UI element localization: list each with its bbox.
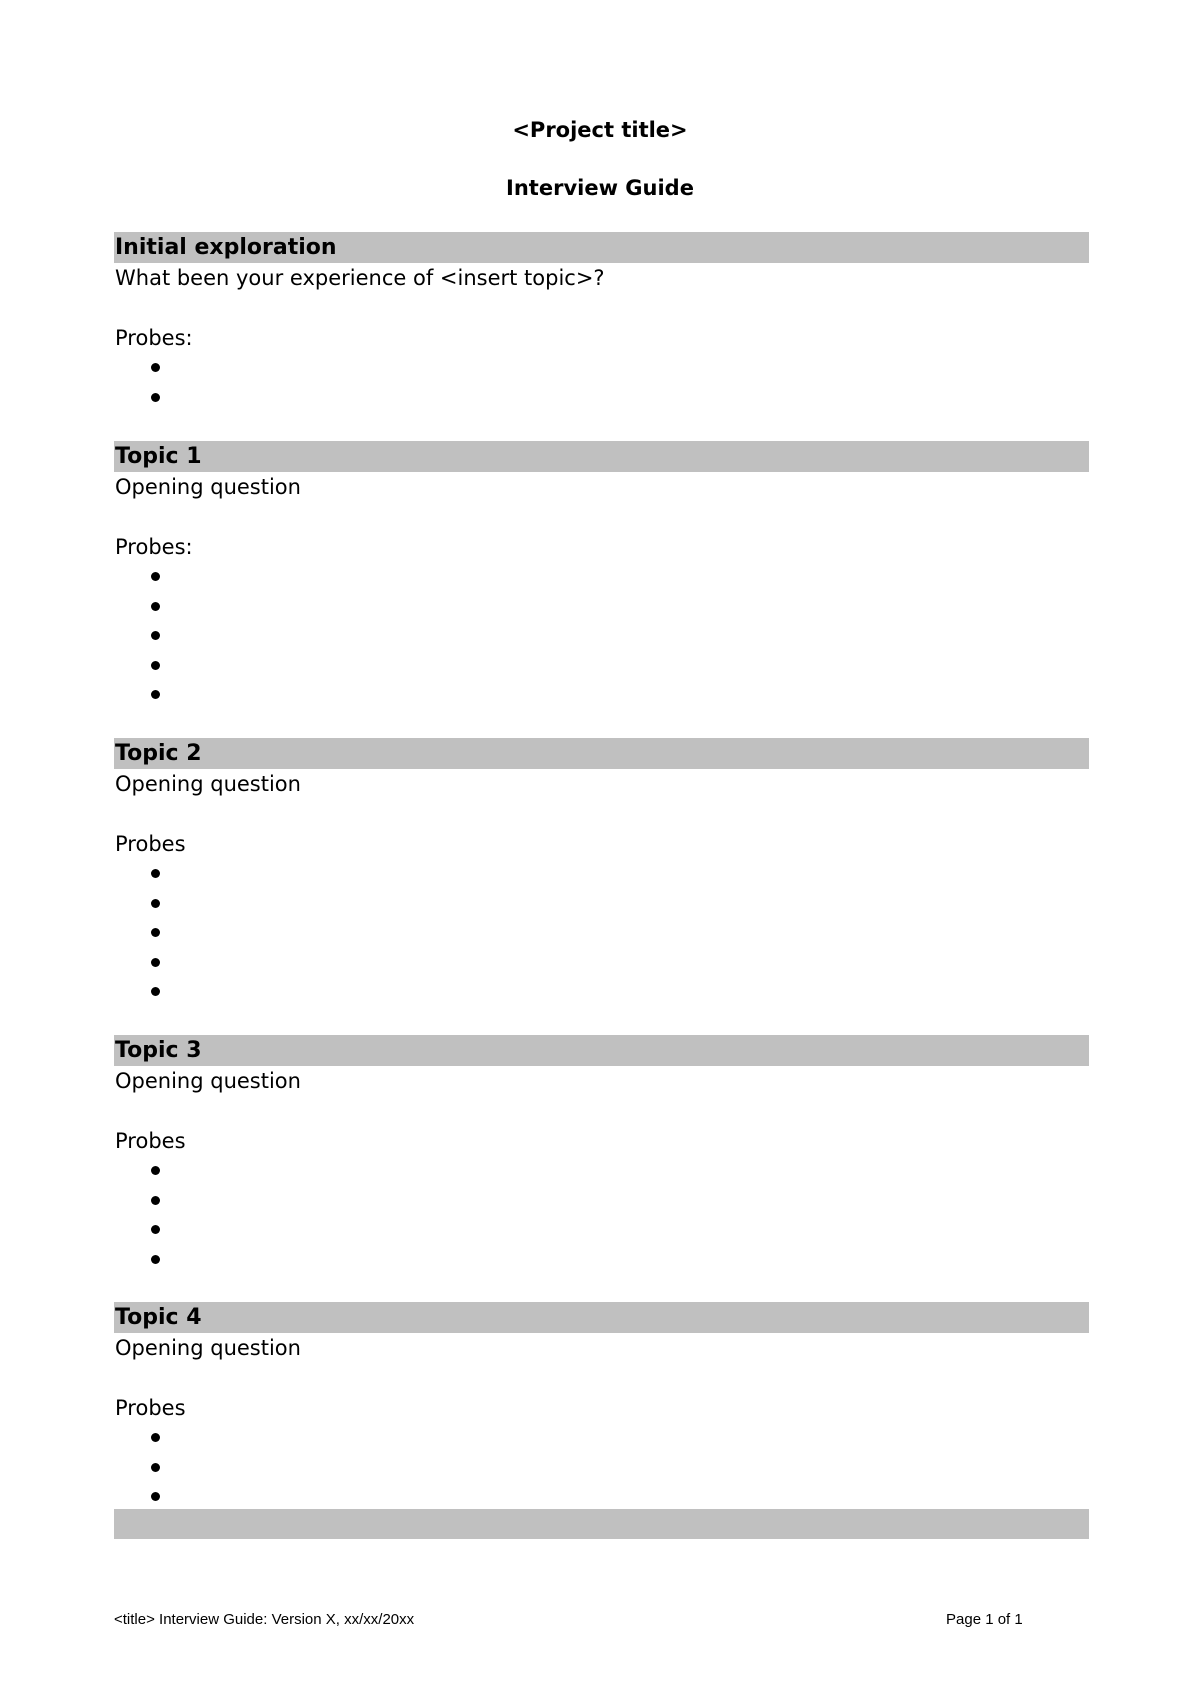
document-title: Interview Guide <box>506 176 694 200</box>
probe-bullet <box>114 1245 1089 1275</box>
probes-list <box>114 1423 1089 1512</box>
opening-question: Opening question <box>115 1336 301 1360</box>
probes-label: Probes <box>115 832 186 856</box>
probe-bullet <box>114 1215 1089 1245</box>
probe-bullet <box>114 1453 1089 1483</box>
footer-version: <title> Interview Guide: Version X, xx/xx/20xx <box>114 1611 415 1628</box>
probe-bullet <box>114 859 1089 889</box>
probe-bullet <box>114 383 1089 413</box>
probe-bullet <box>114 1423 1089 1453</box>
probe-bullet <box>114 562 1089 592</box>
section-heading: Topic 2 <box>114 738 1089 769</box>
probes-label: Probes <box>115 1129 186 1153</box>
closing-band <box>114 1509 1089 1539</box>
opening-question: What been your experience of <insert topic>? <box>115 266 605 290</box>
probe-bullet <box>114 621 1089 651</box>
probe-bullet <box>114 889 1089 919</box>
probe-bullet <box>114 353 1089 383</box>
probe-bullet <box>114 918 1089 948</box>
probes-label: Probes: <box>115 535 193 559</box>
section-heading: Topic 4 <box>114 1302 1089 1333</box>
section-topic-2 <box>114 738 1089 1007</box>
probe-bullet <box>114 948 1089 978</box>
probes-list <box>114 562 1089 710</box>
probes-label: Probes <box>115 1396 186 1420</box>
probe-bullet <box>114 1156 1089 1186</box>
section-initial-exploration <box>114 232 1089 412</box>
probe-bullet <box>114 1186 1089 1216</box>
section-topic-3 <box>114 1035 1089 1274</box>
section-heading: Initial exploration <box>114 232 1089 263</box>
probes-list <box>114 1156 1089 1274</box>
probe-bullet <box>114 977 1089 1007</box>
opening-question: Opening question <box>115 1069 301 1093</box>
probes-list <box>114 353 1089 412</box>
probes-label: Probes: <box>115 326 193 350</box>
opening-question: Opening question <box>115 475 301 499</box>
probe-bullet <box>114 1482 1089 1512</box>
probes-list <box>114 859 1089 1007</box>
section-topic-4 <box>114 1302 1089 1512</box>
project-title: <Project title> <box>512 118 688 142</box>
probe-bullet <box>114 651 1089 681</box>
section-topic-1 <box>114 441 1089 710</box>
probe-bullet <box>114 592 1089 622</box>
footer-page-number: Page 1 of 1 <box>946 1611 1023 1628</box>
section-heading: Topic 3 <box>114 1035 1089 1066</box>
opening-question: Opening question <box>115 772 301 796</box>
section-heading: Topic 1 <box>114 441 1089 472</box>
probe-bullet <box>114 680 1089 710</box>
